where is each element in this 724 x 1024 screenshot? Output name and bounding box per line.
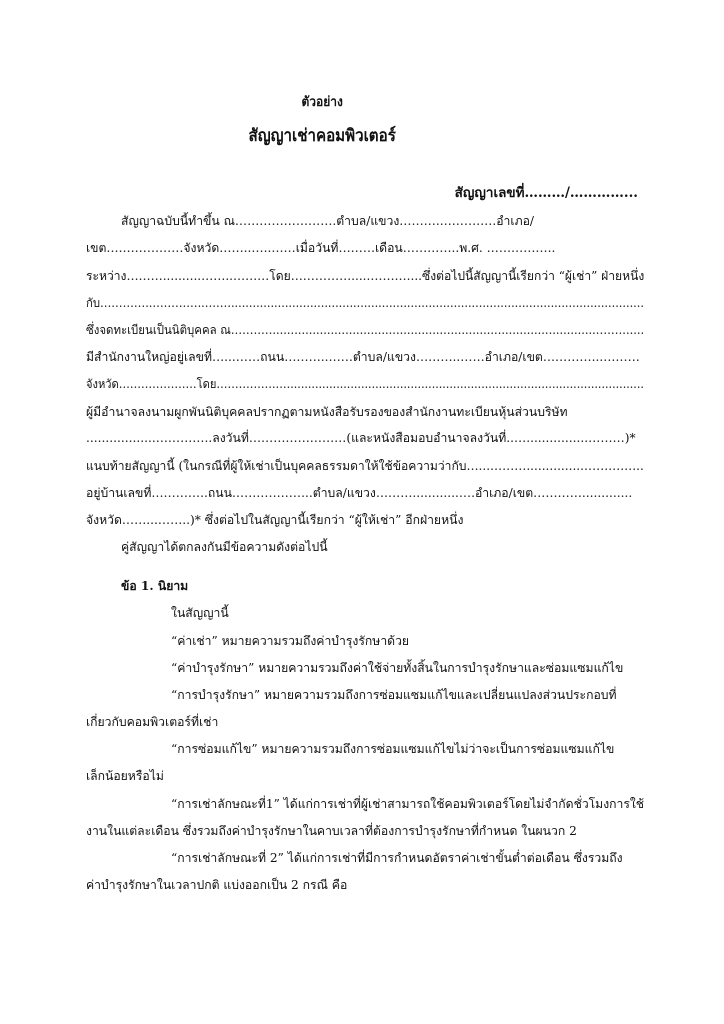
preamble-line: เขต….……………จังหวัด……..…..……เมื่อวันที่………เดือน…………..พ.ศ. …………….. xyxy=(86,241,556,255)
definition-line: “ค่าเช่า” หมายความรวมถึงค่าบำรุงรักษาด้วย xyxy=(171,634,410,648)
definition-line: “การบำรุงรักษา” หมายความรวมถึงการซ่อมแซมแก้ไขและเปลี่ยนแปลงส่วนประกอบที่ xyxy=(171,688,617,702)
definition-line: งานในแต่ละเดือน ซึ่งรวมถึงค่าบำรุงรักษาในคาบเวลาที่ต้องการบำรุงรักษาที่กำหนด ในผนวก 2 xyxy=(86,824,577,838)
definition-line: “การซ่อมแก้ไข” หมายความรวมถึงการซ่อมแซมแก้ไขไม่ว่าจะเป็นการซ่อมแซมแก้ไข xyxy=(171,742,615,756)
preamble-line: ผู้มีอำนาจลงนามผูกพันนิติบุคคลปรากฏตามหนังสือรับรองของสำนักงานทะเบียนหุ้นส่วนบริษัท xyxy=(86,405,568,419)
document-title: สัญญาเช่าคอมพิวเตอร์ xyxy=(248,126,396,146)
preamble-line: ระหว่าง………..........……..………โดย…………….....………....ซึ่งต่อไปนี้สัญญานี้เรียกว่า “ผู้เช่า” ฝ่ายหนึ่ง xyxy=(86,269,645,283)
preamble-line: ซึ่งจดทะเบียนเป็นนิติบุคคล ณ.…….…..........................................................................................……...... xyxy=(86,323,645,337)
definition-line: เกี่ยวกับคอมพิวเตอร์ที่เช่า xyxy=(86,715,219,729)
preamble-line: จังหวัด……...……..)* ซึ่งต่อไปในสัญญานี้เรียกว่า “ผู้ให้เช่า” อีกฝ่ายหนึ่ง xyxy=(86,513,464,527)
preamble-line: อยู่บ้านเลขที่…………..ถนน………………..ตำบล/แขวง………............….อำเภอ/เขต…………............. xyxy=(86,486,633,500)
section-heading: ข้อ 1. นิยาม xyxy=(121,579,189,593)
preamble-line: คู่สัญญาได้ตกลงกันมีข้อความดังต่อไปนี้ xyxy=(121,540,328,554)
definition-line: เล็กน้อยหรือไม่ xyxy=(86,769,164,783)
contract-number: สัญญาเลขที่………/…………... xyxy=(454,185,638,201)
section-intro: ในสัญญานี้ xyxy=(171,606,229,620)
preamble-line: กับ…………..…………..…….................................................................................................................... xyxy=(86,296,644,310)
definition-line: “การเช่าลักษณะที่1” ได้แก่การเช่าที่ผู้เช่าสามารถใช้คอมพิวเตอร์โดยไม่จำกัดชั่วโมงการใช้ xyxy=(171,797,645,811)
preamble-line: ..................…………..ลงวันที่……………………(และหนังสือมอบอำนาจลงวันที่..…................………)* xyxy=(86,431,636,445)
preamble-line: สัญญาฉบับนี้ทำขึ้น ณ…………………….ตำบล/แขวง………..………….อำเภอ/ xyxy=(121,214,535,228)
definition-line: “การเช่าลักษณะที่ 2” ได้แก่การเช่าที่มีการกำหนดอัตราค่าเช่าขั้นต่ำต่อเดือน ซึ่งรวมถึง xyxy=(171,851,623,865)
preamble-line: มีสำนักงานใหญ่อยู่เลขที่…...……ถนน………..……ตำบล/แขวง………..……อำเภอ/เขต…………...……… xyxy=(86,350,640,364)
preamble-line: แนบท้ายสัญญานี้ (ในกรณีที่ผู้ให้เช่าเป็นบุคคลธรรมดาให้ใช้ข้อความว่ากับ…...………...............……….….. xyxy=(86,459,644,473)
sample-label: ตัวอย่าง xyxy=(301,94,343,110)
definition-line: ค่าบำรุงรักษาในเวลาปกติ แบ่งออกเป็น 2 กรณี คือ xyxy=(86,878,348,892)
definition-line: “ค่าบำรุงรักษา” หมายความรวมถึงค่าใช้จ่ายทั้งสิ้นในการบำรุงรักษาและซ่อมแซมแก้ไข xyxy=(171,661,624,675)
preamble-line: จังหวัด…………………โดย…………….…..................................................................................................... xyxy=(86,377,644,391)
